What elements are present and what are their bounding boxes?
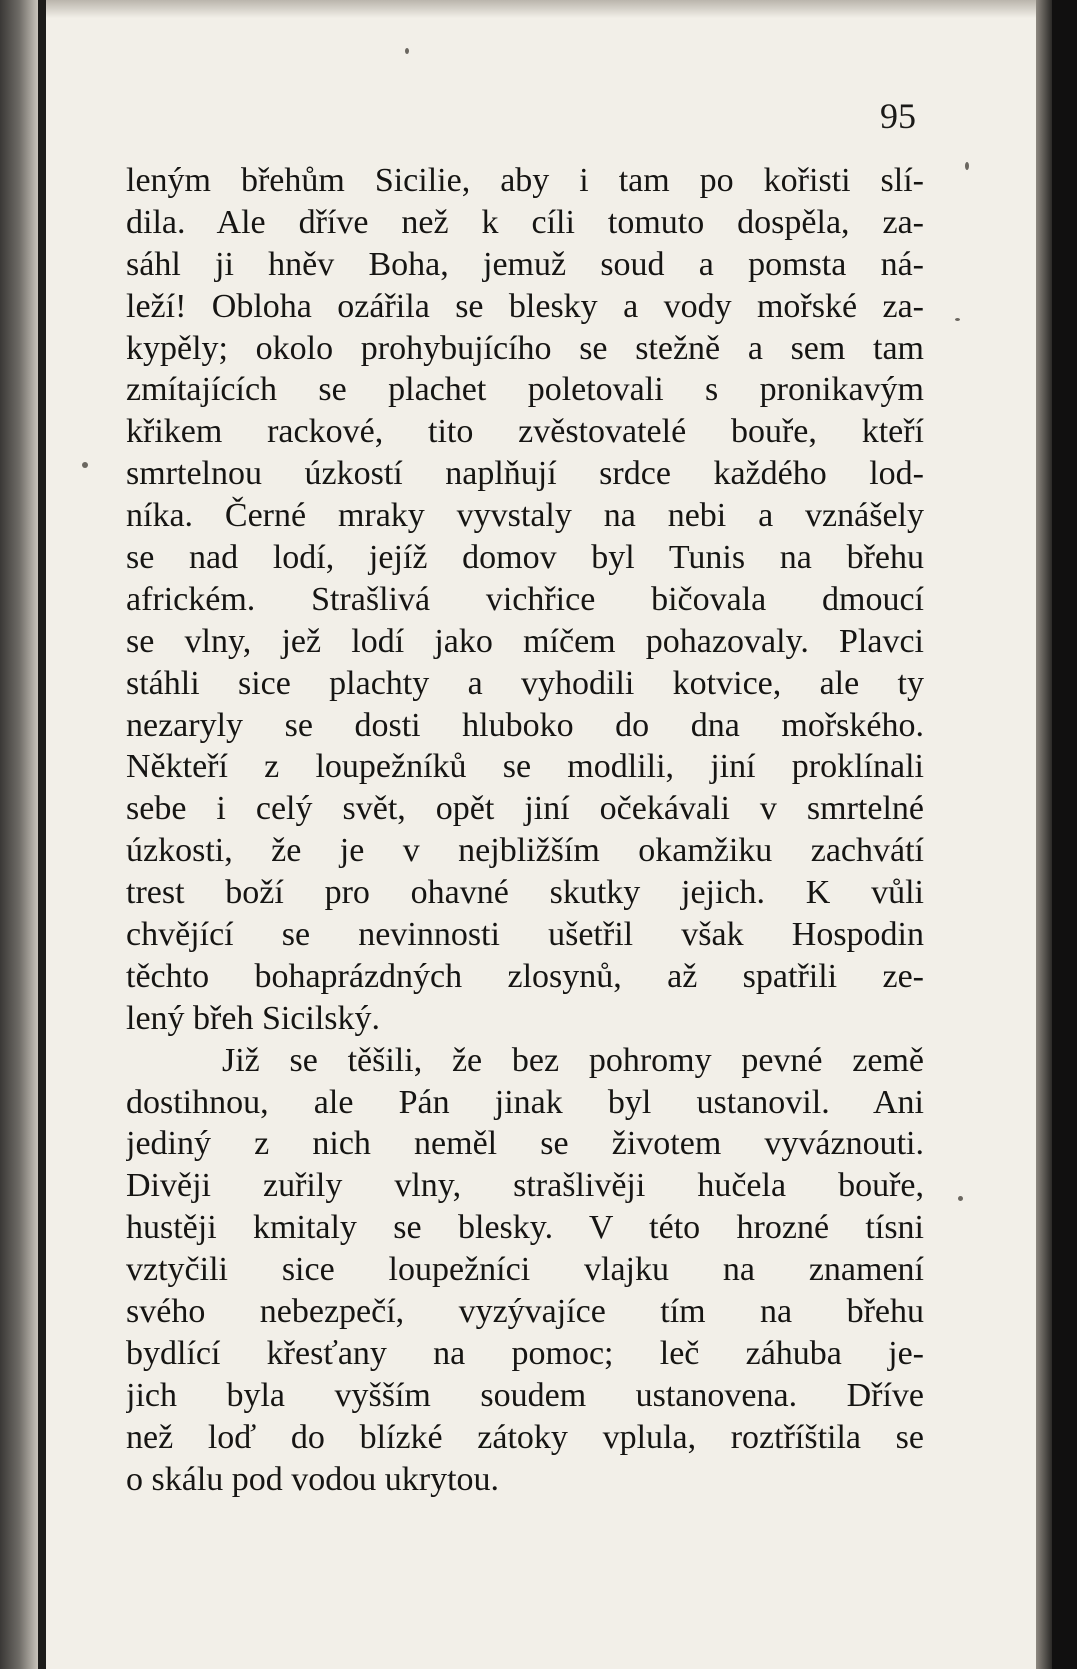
text-line: stáhli sice plachty a vyhodili kotvice, ale ty bbox=[126, 664, 924, 702]
text-line: těchto bohaprázdných zlosynů, až spatřili ze- bbox=[126, 957, 924, 995]
text-line: se nad lodí, jejíž domov byl Tunis na břehu bbox=[126, 539, 924, 577]
text-line: dostihnou, ale Pán jinak byl ustanovil. Ani bbox=[126, 1083, 924, 1121]
text-line: sáhl ji hněv Boha, jemuž soud a pomsta ná- bbox=[126, 245, 924, 283]
text-line: africkém. Strašlivá vichřice bičovala dmoucí bbox=[126, 580, 924, 618]
text-line: sebe i celý svět, opět jiní očekávali v smrtelné bbox=[126, 790, 924, 828]
text-line: úzkosti, že je v nejbližším okamžiku zachvátí bbox=[126, 832, 924, 870]
page-top-edge bbox=[46, 0, 1036, 18]
paragraph-start-line: Již se těšili, že bez pohromy pevné země bbox=[222, 1041, 924, 1079]
text-line: Divěji zuřily vlny, strašlivěji hučela bouře, bbox=[126, 1167, 924, 1205]
text-line: chvějící se nevinnosti ušetřil však Hospodin bbox=[126, 916, 924, 954]
text-line: Někteří z loupežníků se modlili, jiní proklínali bbox=[126, 748, 924, 786]
text-line: než loď do blízké zátoky vplula, roztříštila se bbox=[126, 1418, 924, 1456]
page-right-edge bbox=[1036, 0, 1052, 1669]
text-line: jich byla vyšším soudem ustanovena. Dříve bbox=[126, 1376, 924, 1414]
text-line: trest boží pro ohavné skutky jejich. K vůli bbox=[126, 874, 924, 912]
body-text bbox=[126, 160, 924, 1501]
page-number: 95 bbox=[880, 96, 916, 136]
text-line: jediný z nich neměl se životem vyváznouti. bbox=[126, 1125, 924, 1163]
print-speck bbox=[405, 48, 409, 54]
paragraph-end-line: o skálu pod vodou ukrytou. bbox=[126, 1460, 500, 1498]
text-line: kypěly; okolo prohybujícího se stežně a sem tam bbox=[126, 329, 924, 367]
print-speck bbox=[965, 162, 969, 170]
print-speck bbox=[958, 1196, 963, 1201]
text-line: bydlící křesťany na pomoc; leč záhuba je- bbox=[126, 1334, 924, 1372]
text-line: níka. Černé mraky vyvstaly na nebi a vznášely bbox=[126, 497, 924, 535]
text-line: svého nebezpečí, vyzývajíce tím na břehu bbox=[126, 1293, 924, 1331]
text-line: nezaryly se dosti hluboko do dna mořského. bbox=[126, 706, 924, 744]
page-left-edge bbox=[38, 0, 46, 1669]
print-speck bbox=[82, 462, 88, 468]
text-line: se vlny, jež lodí jako míčem pohazovaly. Plavci bbox=[126, 622, 924, 660]
paragraph-end-line: lený břeh Sicilský. bbox=[126, 999, 381, 1037]
text-line: křikem rackové, tito zvěstovatelé bouře, kteří bbox=[126, 413, 924, 451]
text-line: vztyčili sice loupežníci vlajku na znamení bbox=[126, 1251, 924, 1289]
text-line: smrtelnou úzkostí naplňují srdce každého lod- bbox=[126, 455, 924, 493]
text-line: dila. Ale dříve než k cíli tomuto dospěla, za- bbox=[126, 203, 924, 241]
print-speck bbox=[955, 318, 960, 321]
text-line: leným břehům Sicilie, aby i tam po kořisti slí- bbox=[126, 162, 924, 199]
text-line: zmítajících se plachet poletovali s pronikavým bbox=[126, 371, 924, 409]
page-binding-shadow bbox=[0, 0, 38, 1669]
text-line: leží! Obloha ozářila se blesky a vody mořské za- bbox=[126, 287, 924, 325]
text-line: hustěji kmitaly se blesky. V této hrozné tísni bbox=[126, 1209, 924, 1247]
page-right-shadow bbox=[1052, 0, 1077, 1669]
